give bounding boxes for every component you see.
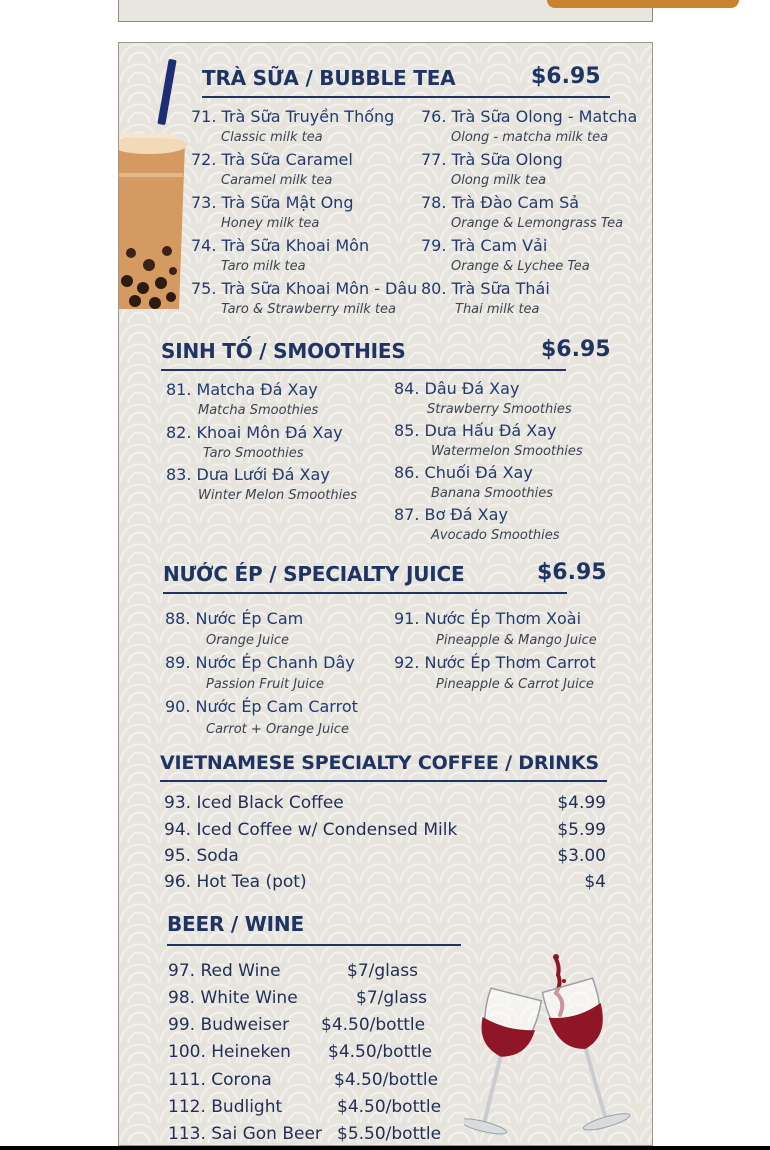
menu-item-79: 79. Trà Cam Vải <box>421 236 548 255</box>
juice-price: $6.95 <box>537 560 607 585</box>
menu-item-73: 73. Trà Sữa Mật Ong <box>191 193 354 212</box>
menu-item-90-desc: Carrot + Orange Juice <box>206 722 349 737</box>
menu-item-112: 112. Budlight <box>168 1097 283 1117</box>
menu-item-76-desc: Olong - matcha milk tea <box>451 130 609 145</box>
smoothies-rule <box>161 369 566 371</box>
coffee-title: VIETNAMESE SPECIALTY COFFEE / DRINKS <box>160 752 599 774</box>
bottom-bar <box>0 1146 770 1150</box>
menu-item-81-desc: Matcha Smoothies <box>198 403 319 418</box>
menu-item-85: 85. Dưa Hấu Đá Xay <box>394 421 557 440</box>
menu-item-79-desc: Orange & Lychee Tea <box>451 259 590 274</box>
beer-wine-rule <box>167 944 461 946</box>
wine-glasses-icon <box>464 953 649 1146</box>
menu-item-96: 96. Hot Tea (pot) <box>164 872 307 892</box>
menu-item-80: 80. Trà Sữa Thái <box>421 279 550 298</box>
menu-item-97: 97. Red Wine <box>168 961 281 981</box>
menu-item-91: 91. Nước Ép Thơm Xoài <box>394 609 582 628</box>
menu-item-74-desc: Taro milk tea <box>221 259 306 274</box>
menu-item-83-desc: Winter Melon Smoothies <box>198 488 357 503</box>
menu-item-81: 81. Matcha Đá Xay <box>166 380 318 399</box>
menu-item-80-desc: Thai milk tea <box>455 302 540 317</box>
menu-item-86: 86. Chuối Đá Xay <box>394 463 533 482</box>
coffee-rule <box>160 780 607 782</box>
menu-item-91-desc: Pineapple & Mango Juice <box>436 633 597 648</box>
menu-item-86-desc: Banana Smoothies <box>431 486 553 501</box>
menu-item-75-desc: Taro & Strawberry milk tea <box>221 302 396 317</box>
menu-item-78: 78. Trà Đào Cam Sả <box>421 193 580 212</box>
menu-item-76: 76. Trà Sữa Olong - Matcha <box>421 107 638 126</box>
menu-item-95: 95. Soda <box>164 846 239 866</box>
menu-item-78-desc: Orange & Lemongrass Tea <box>451 216 624 231</box>
menu-item-98: 98. White Wine <box>168 988 298 1008</box>
menu-item-71: 71. Trà Sữa Truyền Thống <box>191 107 395 126</box>
menu-item-92-desc: Pineapple & Carrot Juice <box>436 677 594 692</box>
menu-item-77: 77. Trà Sữa Olong <box>421 150 563 169</box>
menu-item-89: 89. Nước Ép Chanh Dây <box>165 653 355 672</box>
juice-rule <box>163 592 567 594</box>
menu-item-100: 100. Heineken <box>168 1042 291 1062</box>
menu-item-95-price: $3.00 <box>557 846 606 866</box>
menu-item-93-price: $4.99 <box>557 793 606 813</box>
menu-item-111: 111. Corona <box>168 1070 272 1090</box>
menu-item-82-desc: Taro Smoothies <box>203 446 304 461</box>
menu-item-90: 90. Nước Ép Cam Carrot <box>165 697 358 716</box>
smoothies-price: $6.95 <box>541 337 611 362</box>
menu-item-98-price: $7/glass <box>356 988 428 1008</box>
menu-item-75: 75. Trà Sữa Khoai Môn - Dâu <box>191 279 418 298</box>
beer-wine-title: BEER / WINE <box>167 912 304 936</box>
menu-item-87-desc: Avocado Smoothies <box>431 528 560 543</box>
menu-item-92: 92. Nước Ép Thơm Carrot <box>394 653 596 672</box>
milk-tea-cup-icon <box>119 133 191 309</box>
menu-item-88-desc: Orange Juice <box>206 633 289 648</box>
smoothies-title: SINH TỐ / SMOOTHIES <box>161 339 406 363</box>
menu-item-84-desc: Strawberry Smoothies <box>427 402 572 417</box>
food-image-edge <box>547 0 739 8</box>
menu-item-77-desc: Olong milk tea <box>451 173 547 188</box>
menu-item-89-desc: Passion Fruit Juice <box>206 677 325 692</box>
menu-item-72-desc: Caramel milk tea <box>221 173 333 188</box>
menu-item-83: 83. Dưa Lưới Đá Xay <box>166 465 330 484</box>
menu-item-73-desc: Honey milk tea <box>221 216 320 231</box>
menu-item-93: 93. Iced Black Coffee <box>164 793 344 813</box>
menu-item-72: 72. Trà Sữa Caramel <box>191 150 353 169</box>
menu-item-87: 87. Bơ Đá Xay <box>394 505 508 524</box>
previous-page-strip <box>118 0 653 22</box>
menu-item-96-price: $4 <box>584 872 606 892</box>
bubble-tea-price: $6.95 <box>531 64 601 89</box>
straw-icon <box>157 59 176 125</box>
menu-item-74: 74. Trà Sữa Khoai Môn <box>191 236 370 255</box>
juice-title: NƯỚC ÉP / SPECIALTY JUICE <box>163 562 465 586</box>
menu-item-113: 113. Sai Gon Beer <box>168 1124 322 1144</box>
bubble-tea-rule <box>202 96 610 98</box>
menu-item-113-price: $5.50/bottle <box>337 1124 442 1144</box>
menu-item-94-price: $5.99 <box>557 820 606 840</box>
menu-item-71-desc: Classic milk tea <box>221 130 323 145</box>
bubble-tea-title: TRÀ SỮA / BUBBLE TEA <box>202 66 456 90</box>
menu-item-97-price: $7/glass <box>347 961 419 981</box>
menu-item-84: 84. Dâu Đá Xay <box>394 379 520 398</box>
menu-item-82: 82. Khoai Môn Đá Xay <box>166 423 343 442</box>
menu-item-94: 94. Iced Coffee w/ Condensed Milk <box>164 820 458 840</box>
menu-item-85-desc: Watermelon Smoothies <box>431 444 583 459</box>
menu-item-99: 99. Budweiser <box>168 1015 290 1035</box>
menu-item-111-price: $4.50/bottle <box>334 1070 439 1090</box>
menu-item-112-price: $4.50/bottle <box>337 1097 442 1117</box>
menu-item-100-price: $4.50/bottle <box>328 1042 433 1062</box>
menu-page <box>118 42 653 1146</box>
menu-item-88: 88. Nước Ép Cam <box>165 609 304 628</box>
menu-item-99-price: $4.50/bottle <box>321 1015 426 1035</box>
